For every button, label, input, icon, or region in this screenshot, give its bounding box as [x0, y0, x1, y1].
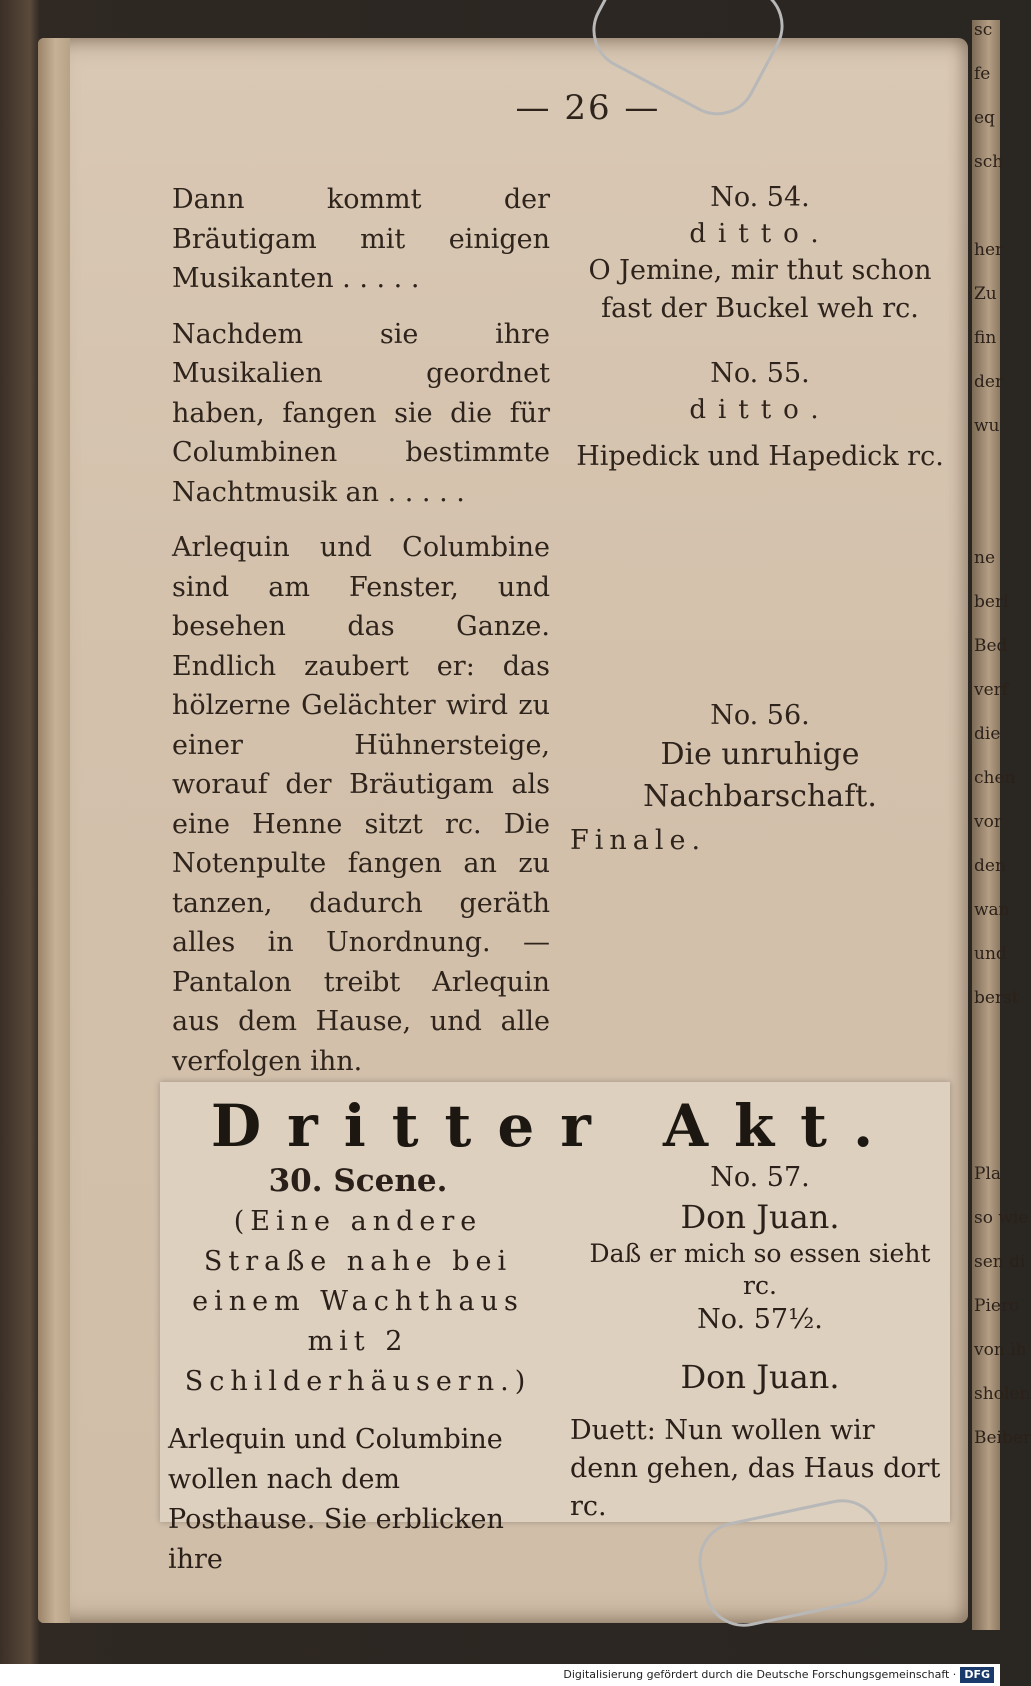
left-column — [172, 180, 550, 1097]
next-page-fragment: sen di — [974, 1252, 1026, 1272]
next-page-fragment: sc — [974, 20, 993, 40]
next-page-fragment: wan — [974, 900, 1010, 920]
right-column — [570, 180, 950, 860]
finale-label: Finale. — [570, 825, 707, 856]
next-page-fragment: die — [974, 724, 1001, 744]
next-page-fragment: her — [974, 240, 1004, 260]
footer-text: Digitalisierung gefördert durch die Deutsche Forschungsgemeinschaft · — [563, 1668, 957, 1681]
next-page-fragment: Bed — [974, 636, 1008, 656]
song-55: Hipedick und Hapedick rc. — [576, 441, 944, 472]
number-57: No. 57. — [710, 1162, 810, 1193]
page-binding-edge — [38, 38, 70, 1623]
duett-text: Duett: Nun wollen wir denn gehen, das Haus dort rc. — [570, 1415, 941, 1522]
song-54: O Jemine, mir thut schon fast der Buckel weh rc. — [588, 255, 932, 324]
ditto-55: ditto. — [689, 395, 831, 425]
act-right-column — [570, 1160, 950, 1526]
next-page-fragment — [974, 504, 1000, 548]
next-page-fragment: berl — [974, 592, 1009, 612]
next-page-fragment: Piero — [974, 1296, 1020, 1316]
next-page-fragment: Zu — [974, 284, 997, 304]
left-paragraph-3: Arlequin und Columbine sind am Fenster, und besehen das Ganze. Endlich zaubert er: das hölzerne Gelächter wird zu einer Hühnersteige, worauf der Bräutigam als eine Henne sitzt rc. Die Notenpulte fangen an zu tanzen, dadurch geräth alles in Unordnung. — Pantalon treibt Arlequin aus dem Hause, und alle verfolgen ihn. — [172, 532, 550, 1077]
next-page-fragment: fin — [974, 328, 997, 348]
dfg-logo: DFG — [960, 1667, 994, 1683]
digitization-footer — [0, 1664, 1000, 1686]
next-page-fragment: fe — [974, 64, 991, 84]
number-55: No. 55. — [710, 358, 810, 389]
next-page-fragment: sch — [974, 152, 1004, 172]
act-title: Dritter Akt. — [210, 1092, 900, 1160]
next-page-fragment — [974, 1032, 1000, 1076]
left-paragraph-1: Dann kommt der Bräutigam mit einigen Musikanten . . . . . — [172, 184, 550, 294]
next-page-fragment: verf — [974, 680, 1009, 700]
number-57-half: No. 57½. — [697, 1304, 823, 1335]
next-page-fragment: Pla — [974, 1164, 1002, 1184]
next-page-edge — [972, 20, 1031, 1630]
stage-direction: (Eine andere Straße nahe bei einem Wachthaus mit 2 Schilderhäusern.) — [184, 1206, 532, 1397]
number-56: No. 56. — [710, 700, 810, 731]
next-page-fragment: chen — [974, 768, 1016, 788]
next-page-fragment — [974, 460, 1000, 504]
next-page-fragment — [974, 196, 1000, 240]
song-57: Daß er mich so essen sieht rc. — [589, 1239, 931, 1300]
title-57-half: Don Juan. — [680, 1358, 840, 1396]
page-number: — 26 — — [515, 88, 661, 128]
next-page-fragment: berst — [974, 988, 1019, 1008]
left-paragraph-2: Nachdem sie ihre Musikalien geordnet haben, fangen sie die für Columbinen bestimmte Nachtmusik an . . . . . — [172, 318, 550, 508]
next-page-fragment: so wie — [974, 1208, 1029, 1228]
ditto-54: ditto. — [689, 219, 831, 249]
scene-heading: 30. Scene. — [268, 1163, 448, 1199]
next-page-fragment — [974, 1076, 1000, 1120]
title-57: Don Juan. — [680, 1198, 840, 1236]
next-page-fragment: sholen — [974, 1384, 1031, 1404]
next-page-fragment: wu — [974, 416, 1000, 436]
next-page-fragment: den — [974, 856, 1006, 876]
title-56: Die unruhige Nachbarschaft. — [643, 737, 877, 814]
next-page-fragment: eq — [974, 108, 995, 128]
next-page-fragment: der — [974, 372, 1004, 392]
next-page-fragment: und — [974, 944, 1007, 964]
number-54: No. 54. — [710, 182, 810, 213]
act-left-column — [168, 1160, 548, 1580]
next-page-fragment — [974, 1120, 1000, 1164]
act-left-text: Arlequin und Columbine wollen nach dem Posthause. Sie erblicken ihre — [168, 1424, 504, 1575]
next-page-fragment: ne — [974, 548, 996, 568]
next-page-fragment: vor — [974, 812, 1002, 832]
next-page-fragment: Beiber — [974, 1428, 1031, 1448]
next-page-fragment: von ih — [974, 1340, 1027, 1360]
